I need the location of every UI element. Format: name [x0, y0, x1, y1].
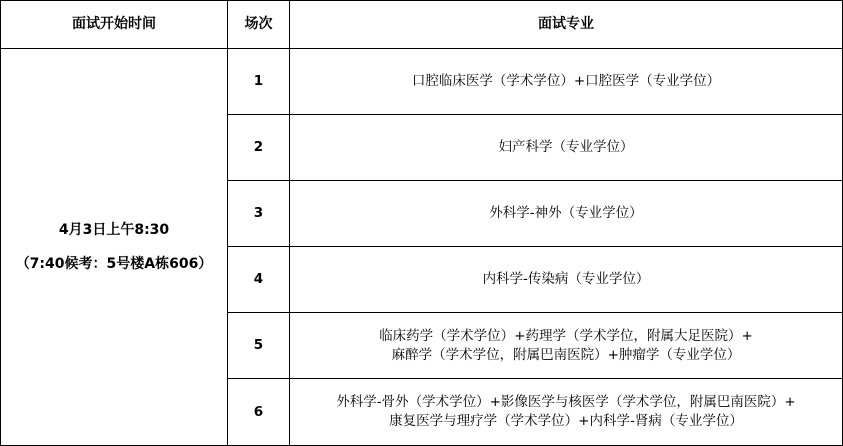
- major-line: 口腔临床医学（学术学位）+口腔医学（专业学位）: [411, 73, 721, 89]
- major-cell: [290, 49, 843, 115]
- major-cell: [290, 313, 843, 379]
- session-number: 1: [228, 49, 290, 115]
- table-row: [1, 49, 843, 115]
- major-line: 康复医学与理疗学（学术学位）+内科学-肾病（专业学位）: [389, 413, 743, 429]
- session-number: 6: [228, 379, 290, 446]
- session-number: 4: [228, 247, 290, 313]
- interview-time-cell: [1, 49, 228, 446]
- session-number: 5: [228, 313, 290, 379]
- major-line: 外科学-骨外（学术学位）+影像医学与核医学（学术学位，附属巴南医院）+: [336, 394, 796, 410]
- header-major: 面试专业: [290, 1, 843, 49]
- major-line: 外科学-神外（专业学位）: [489, 205, 643, 221]
- major-cell: [290, 247, 843, 313]
- interview-date-time: 4月3日上午8:30: [58, 222, 170, 238]
- major-line: 内科学-传染病（专业学位）: [482, 271, 650, 287]
- major-cell: [290, 181, 843, 247]
- session-number: 3: [228, 181, 290, 247]
- header-time: 面试开始时间: [1, 1, 228, 49]
- waiting-location: （7:40候考：5号楼A栋606）: [15, 256, 213, 272]
- major-line: 麻醉学（学术学位，附属巴南医院）+肿瘤学（专业学位）: [391, 346, 741, 363]
- major-cell: [290, 115, 843, 181]
- header-session: 场次: [228, 1, 290, 49]
- major-line: 妇产科学（专业学位）: [498, 139, 634, 155]
- table-header-row: [1, 1, 843, 49]
- major-cell: [290, 379, 843, 446]
- major-line: 临床药学（学术学位）+药理学（学术学位，附属大足医院）+: [379, 327, 753, 344]
- session-number: 2: [228, 115, 290, 181]
